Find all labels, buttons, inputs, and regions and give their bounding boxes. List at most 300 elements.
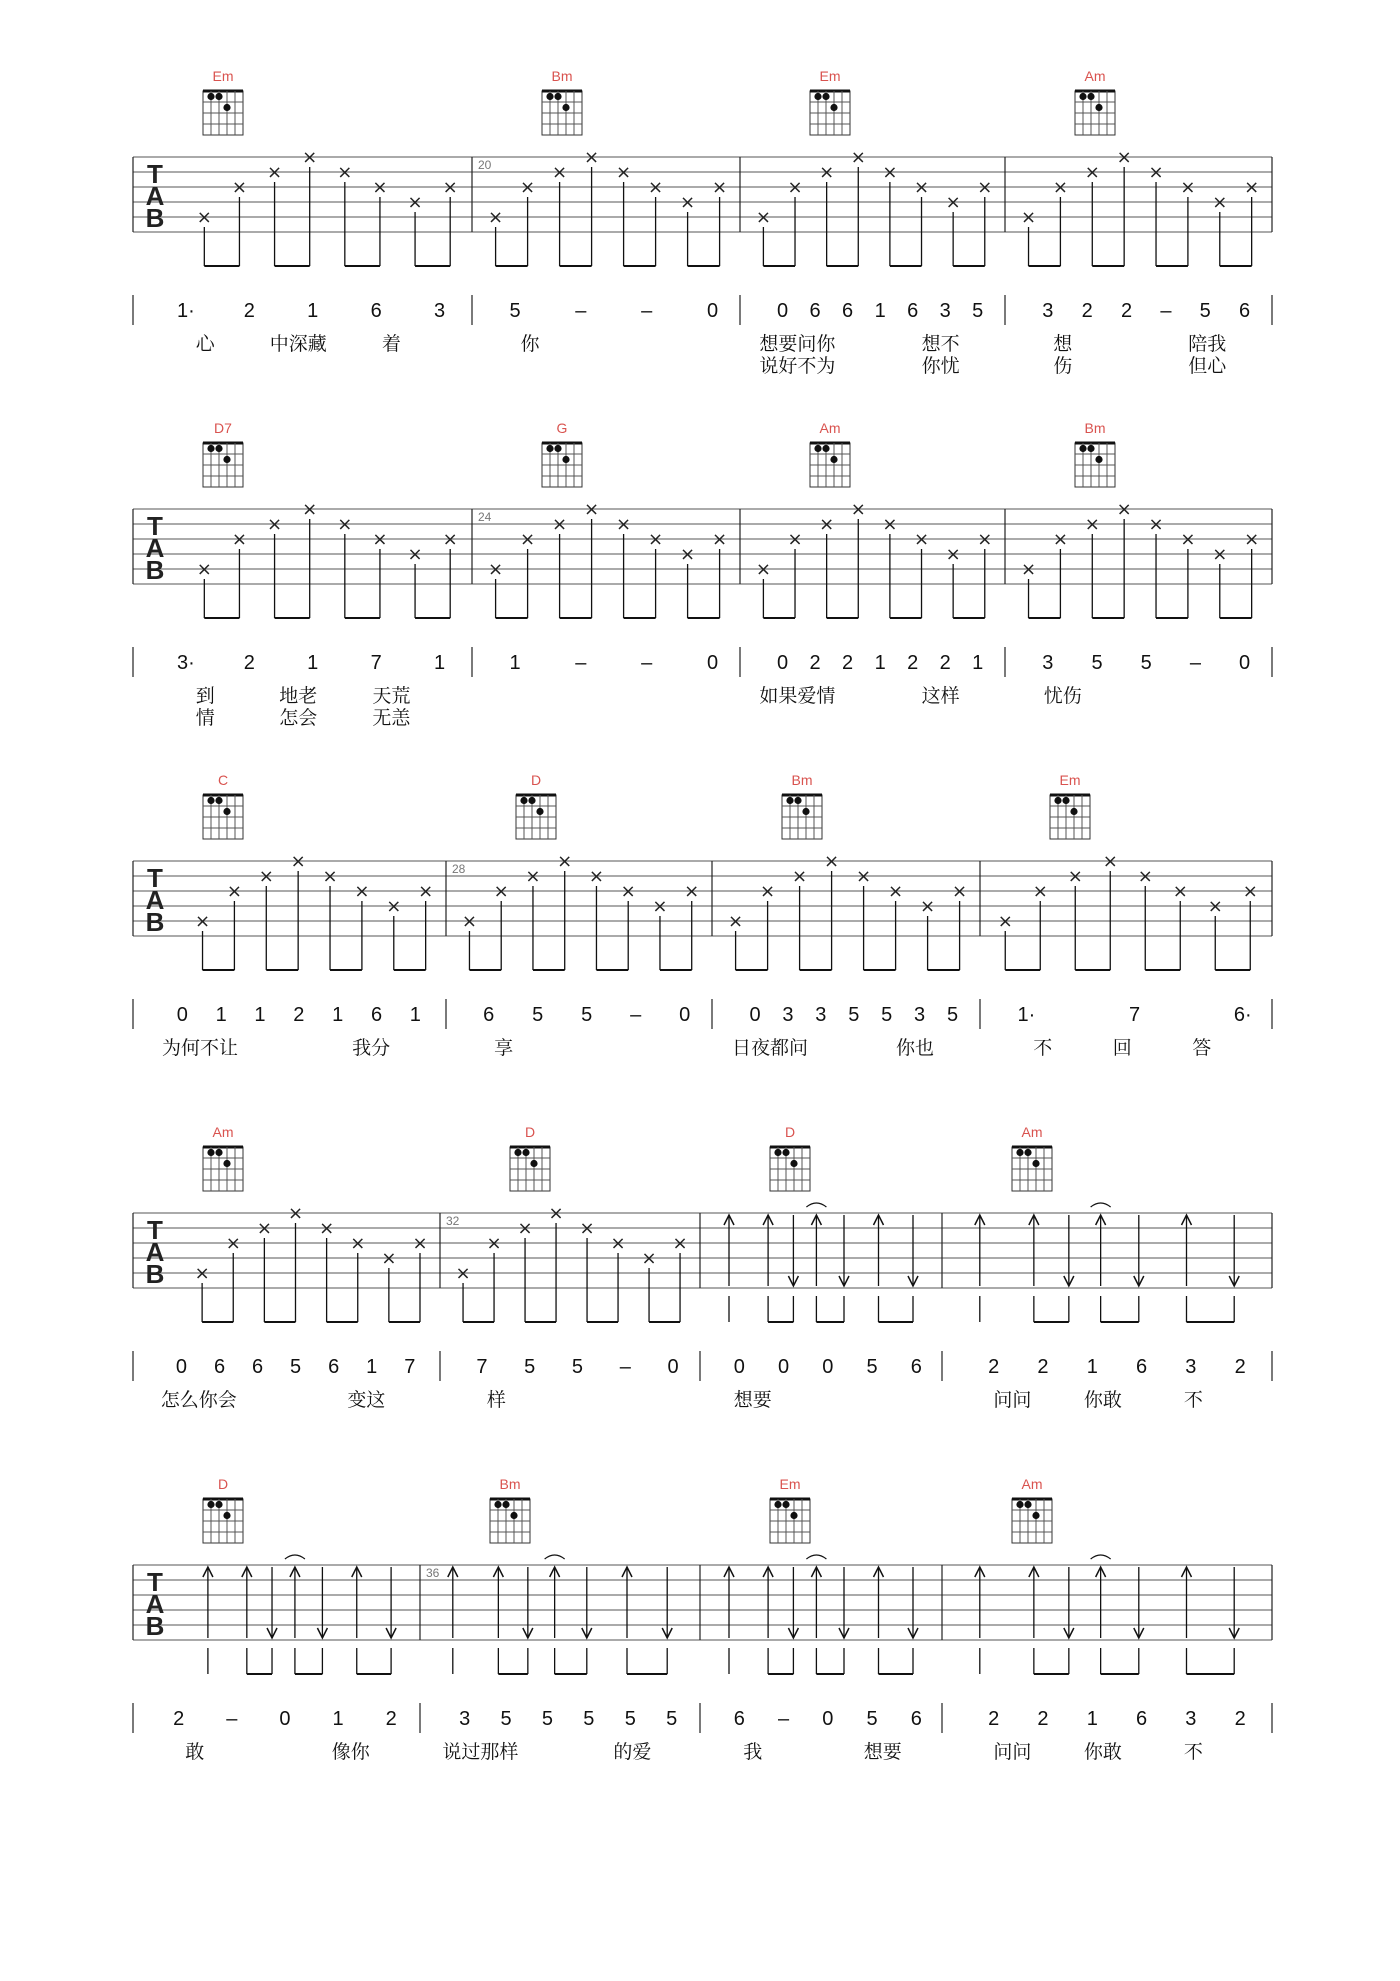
tab-note-x: × — [525, 866, 541, 887]
finger-dot — [207, 1149, 214, 1156]
jianpu-note: 2 — [293, 1004, 305, 1026]
tab-system — [133, 1124, 1272, 1411]
lyric-line-1: 答 — [1192, 1037, 1212, 1059]
finger-dot — [1024, 1149, 1031, 1156]
finger-dot — [1079, 445, 1086, 452]
jianpu-note: 1 — [366, 1356, 378, 1378]
jianpu-note: 0 — [733, 1356, 745, 1378]
tie-arc — [1091, 1555, 1111, 1559]
finger-dot — [554, 445, 561, 452]
lyric-line-1: 样 — [486, 1389, 506, 1411]
tab-note-x: × — [1242, 881, 1258, 902]
chord-name: Am — [212, 1124, 234, 1140]
jianpu-note: 3 — [782, 1004, 794, 1026]
jianpu-note: 5 — [1091, 652, 1103, 674]
finger-dot — [1016, 1501, 1023, 1508]
jianpu-note: 1 — [1086, 1708, 1098, 1730]
jianpu-note: 2 — [385, 1708, 397, 1730]
lyric-line-1: 如果爱情 — [759, 685, 836, 707]
tab-note-x: × — [267, 162, 283, 183]
chord-diagram — [203, 1124, 243, 1191]
tab-note-x: × — [407, 192, 423, 213]
jianpu-note: 0 — [822, 1708, 834, 1730]
tab-note-x: × — [920, 896, 936, 917]
jianpu-note: 1 — [254, 1004, 266, 1026]
finger-dot — [215, 1501, 222, 1508]
tab-note-x: × — [712, 529, 728, 550]
jianpu-note: 1 — [874, 300, 886, 322]
tie-arc — [545, 1555, 565, 1559]
jianpu-note: 7 — [1129, 1004, 1141, 1026]
jianpu-note: 2 — [1081, 300, 1093, 322]
jianpu-note: 0 — [679, 1004, 691, 1026]
tab-note-x: × — [486, 1233, 502, 1254]
tab-note-x: × — [372, 177, 388, 198]
finger-dot — [1087, 93, 1094, 100]
tab-note-x: × — [231, 529, 247, 550]
jianpu-note: 0 — [777, 652, 789, 674]
jianpu-note: 0 — [279, 1708, 291, 1730]
lyric-line-1: 中深藏 — [269, 333, 327, 355]
chord-name: Am — [1084, 68, 1106, 84]
jianpu-note: 5 — [583, 1708, 595, 1730]
tab-note-x: × — [1116, 147, 1132, 168]
chord-diagram — [542, 68, 582, 135]
tab-note-x: × — [888, 881, 904, 902]
tab-note-x: × — [728, 911, 744, 932]
chord-name: D7 — [214, 420, 232, 436]
finger-dot — [1032, 1512, 1039, 1519]
finger-dot — [546, 93, 553, 100]
jianpu-note: 3 — [1042, 652, 1054, 674]
finger-dot — [774, 1149, 781, 1156]
finger-dot — [520, 797, 527, 804]
lyric-line-1: 想不 — [921, 333, 960, 355]
tab-note-x: × — [584, 499, 600, 520]
tab-note-x: × — [1052, 177, 1068, 198]
jianpu-note: 0 — [778, 1356, 790, 1378]
finger-dot — [215, 93, 222, 100]
tab-note-x: × — [407, 544, 423, 565]
jianpu-note: 6 — [733, 1708, 745, 1730]
tab-note-x: × — [488, 207, 504, 228]
tab-note-x: × — [792, 866, 808, 887]
jianpu-note: 3 — [459, 1708, 471, 1730]
lyric-line-1: 想要 — [863, 1741, 902, 1763]
tab-note-x: × — [945, 544, 961, 565]
jianpu-note: 5 — [290, 1356, 302, 1378]
tab-note-x: × — [552, 514, 568, 535]
tab-note-x: × — [196, 559, 212, 580]
finger-dot — [1024, 1501, 1031, 1508]
tab-note-x: × — [196, 207, 212, 228]
tie-arc — [285, 1555, 305, 1559]
tab-note-x: × — [256, 1218, 272, 1239]
lyric-line-1: 敢 — [185, 1741, 205, 1763]
jianpu-note: 2 — [1234, 1356, 1246, 1378]
jianpu-note: 1 — [332, 1004, 344, 1026]
lyric-line-1: 日夜都问 — [731, 1037, 809, 1059]
chord-diagram — [516, 772, 556, 839]
jianpu-note: 2 — [809, 652, 821, 674]
jianpu-note: 6 — [842, 300, 854, 322]
jianpu-note: 5 — [1140, 652, 1152, 674]
lyric-line-1: 你也 — [895, 1037, 935, 1059]
tab-note-x: × — [620, 881, 636, 902]
finger-dot — [207, 93, 214, 100]
tab-note-x: × — [1180, 177, 1196, 198]
finger-dot — [562, 104, 569, 111]
chord-diagram — [1050, 772, 1090, 839]
jianpu-note: 5 — [848, 1004, 860, 1026]
tab-clef-letter: A — [145, 533, 165, 563]
chord-diagram — [203, 420, 243, 487]
finger-dot — [510, 1512, 517, 1519]
jianpu-note: 2 — [243, 300, 255, 322]
lyric-line-2: 伤 — [1053, 355, 1073, 377]
jianpu-note: 0 — [706, 652, 719, 674]
lyric-line-1: 为何不让 — [161, 1037, 239, 1059]
jianpu-note: 1 — [1086, 1356, 1098, 1378]
finger-dot — [1079, 93, 1086, 100]
jianpu-note: 5 — [524, 1356, 536, 1378]
lyric-line-1: 怎么你会 — [160, 1389, 237, 1411]
finger-dot — [830, 456, 837, 463]
tab-note-x: × — [1148, 514, 1164, 535]
lyric-line-2: 怎会 — [279, 707, 318, 729]
chord-name: D — [784, 1124, 796, 1140]
tab-clef-letter: T — [147, 863, 163, 893]
jianpu-note: 1 — [972, 652, 984, 674]
jianpu-note: 6 — [1136, 1356, 1148, 1378]
tab-note-x: × — [856, 866, 872, 887]
jianpu-note: 6 — [910, 1708, 922, 1730]
jianpu-note: 6 — [907, 300, 919, 322]
tab-note-x: × — [945, 192, 961, 213]
jianpu-note: 1 — [874, 652, 886, 674]
chord-name: Bm — [499, 1476, 521, 1492]
chord-diagram — [203, 772, 243, 839]
tab-note-x: × — [1148, 162, 1164, 183]
finger-dot — [215, 1149, 222, 1156]
jianpu-note: 3 — [433, 300, 446, 322]
lyric-line-1: 想要 — [733, 1389, 772, 1411]
chord-diagram — [203, 1476, 243, 1543]
jianpu-note: 5 — [571, 1356, 584, 1378]
tab-note-x: × — [913, 177, 930, 198]
tab-note-x: × — [548, 1203, 564, 1224]
finger-dot — [554, 93, 561, 100]
jianpu-note: – — [575, 652, 587, 674]
jianpu-note: 3 — [939, 300, 951, 322]
finger-dot — [794, 797, 801, 804]
tab-note-x: × — [287, 1203, 304, 1224]
lyric-line-1: 回 — [1112, 1037, 1132, 1059]
jianpu-note: 7 — [476, 1356, 488, 1378]
tab-note-x: × — [1180, 529, 1196, 550]
tab-note-x: × — [672, 1233, 688, 1254]
tab-note-x: × — [1137, 866, 1153, 887]
finger-dot — [494, 1501, 501, 1508]
tab-clef-letter: T — [147, 511, 163, 541]
chord-name: D — [530, 772, 542, 788]
lyric-line-1: 你 — [520, 333, 540, 355]
lyric-line-1: 陪我 — [1188, 333, 1227, 355]
jianpu-note: 0 — [822, 1356, 834, 1378]
chord-diagram — [1075, 68, 1115, 135]
tab-system — [133, 420, 1272, 729]
tab-note-x: × — [225, 1233, 241, 1254]
chord-name: Am — [1021, 1124, 1043, 1140]
jianpu-note: 2 — [988, 1708, 1000, 1730]
tie-arc — [1091, 1203, 1111, 1207]
finger-dot — [1095, 104, 1102, 111]
jianpu-note: 7 — [404, 1356, 416, 1378]
tab-note-x: × — [588, 866, 605, 887]
finger-dot — [790, 1160, 797, 1167]
bar-number: 20 — [478, 158, 492, 172]
tab-note-x: × — [1212, 192, 1228, 213]
tab-note-x: × — [557, 851, 573, 872]
jianpu-note: 0 — [176, 1004, 188, 1026]
tab-note-x: × — [194, 1263, 210, 1284]
lyric-line-1: 我 — [743, 1741, 763, 1763]
jianpu-note: 2 — [939, 652, 951, 674]
tab-note-x: × — [517, 1218, 533, 1239]
chord-diagram — [782, 772, 822, 839]
tab-note-x: × — [290, 851, 306, 872]
bar-number: 32 — [446, 1214, 460, 1228]
finger-dot — [514, 1149, 521, 1156]
chord-diagram — [810, 420, 850, 487]
lyric-line-2: 无恙 — [372, 707, 411, 729]
jianpu-note: 2 — [173, 1708, 185, 1730]
tab-clef-letter: B — [145, 907, 165, 937]
jianpu-note: 0 — [777, 300, 789, 322]
tab-clef-letter: T — [147, 1215, 163, 1245]
tab-note-x: × — [552, 162, 568, 183]
lyric-line-1: 到 — [195, 685, 215, 707]
jianpu-note: 0 — [1239, 652, 1251, 674]
tab-note-x: × — [952, 881, 968, 902]
tab-note-x: × — [461, 911, 478, 932]
tab-note-x: × — [354, 881, 370, 902]
tab-clef-letter: A — [145, 885, 165, 915]
jianpu-note: 6· — [1233, 1004, 1252, 1026]
tab-note-x: × — [488, 559, 504, 580]
jianpu-note: 5 — [509, 300, 521, 322]
tab-note-x: × — [442, 177, 458, 198]
finger-dot — [223, 456, 230, 463]
finger-dot — [782, 1501, 789, 1508]
tab-note-x: × — [977, 177, 993, 198]
tab-system — [133, 68, 1272, 377]
tab-clef-letter: T — [147, 1567, 163, 1597]
chord-diagram — [770, 1124, 810, 1191]
tab-clef-letter: B — [145, 555, 165, 585]
jianpu-note: 5 — [666, 1708, 678, 1730]
jianpu-note: 6 — [370, 1004, 383, 1026]
lyric-line-1: 你敢 — [1083, 1741, 1122, 1763]
jianpu-note: 2 — [842, 652, 854, 674]
jianpu-note: 6 — [910, 1356, 922, 1378]
jianpu-note: 6 — [1239, 300, 1251, 322]
tab-note-x: × — [1244, 529, 1260, 550]
jianpu-note: 3 — [1185, 1708, 1197, 1730]
lyric-line-1: 变这 — [347, 1389, 386, 1411]
chord-diagram — [510, 1124, 550, 1191]
tab-note-x: × — [610, 1233, 626, 1254]
lyric-line-1: 的爱 — [613, 1741, 652, 1763]
lyric-line-1: 想要问你 — [759, 333, 836, 355]
lyric-line-1: 忧伤 — [1043, 685, 1082, 707]
jianpu-note: 2 — [1234, 1708, 1246, 1730]
jianpu-note: – — [641, 300, 653, 322]
finger-dot — [536, 808, 543, 815]
tab-note-x: × — [350, 1233, 366, 1254]
lyric-line-1: 不 — [1183, 1741, 1203, 1763]
finger-dot — [830, 104, 837, 111]
tab-note-x: × — [997, 911, 1013, 932]
jianpu-note: 5 — [624, 1708, 636, 1730]
tab-note-x: × — [787, 177, 803, 198]
chord-name: Bm — [551, 68, 573, 84]
tab-clef-letter: A — [145, 1589, 165, 1619]
tab-note-x: × — [1102, 851, 1118, 872]
chord-name: Am — [1021, 1476, 1043, 1492]
chord-diagram — [542, 420, 582, 487]
lyric-line-1: 享 — [494, 1037, 514, 1059]
finger-dot — [207, 1501, 214, 1508]
jianpu-note: 2 — [243, 652, 255, 674]
tab-note-x: × — [579, 1218, 595, 1239]
lyric-line-1: 像你 — [331, 1741, 370, 1763]
tab-note-x: × — [616, 514, 632, 535]
finger-dot — [215, 445, 222, 452]
tab-note-x: × — [1032, 881, 1048, 902]
jianpu-note: 1 — [433, 652, 446, 674]
jianpu-note: 5 — [541, 1708, 554, 1730]
tab-clef-letter: T — [147, 159, 163, 189]
tab-note-x: × — [680, 544, 696, 565]
tab-note-x: × — [372, 529, 388, 550]
finger-dot — [814, 445, 821, 452]
tab-note-x: × — [412, 1233, 428, 1254]
jianpu-note: 1 — [409, 1004, 421, 1026]
jianpu-note: 2 — [1037, 1708, 1049, 1730]
jianpu-note: 6 — [1136, 1708, 1148, 1730]
finger-dot — [223, 1160, 230, 1167]
finger-dot — [1016, 1149, 1023, 1156]
tab-clef-letter: B — [145, 203, 165, 233]
jianpu-note: 1· — [1017, 1004, 1036, 1026]
jianpu-note: 6 — [483, 1004, 495, 1026]
tab-note-x: × — [977, 529, 993, 550]
finger-dot — [223, 808, 230, 815]
finger-dot — [802, 808, 809, 815]
finger-dot — [1032, 1160, 1039, 1167]
chord-diagram — [490, 1476, 530, 1543]
finger-dot — [774, 1501, 781, 1508]
chord-diagram — [1012, 1476, 1052, 1543]
lyric-line-1: 着 — [381, 333, 401, 355]
tie-arc — [806, 1203, 826, 1207]
chord-diagram — [810, 68, 850, 135]
tab-note-x: × — [787, 529, 803, 550]
tab-note-x: × — [302, 499, 318, 520]
tab-note-x: × — [1244, 177, 1260, 198]
finger-dot — [502, 1501, 509, 1508]
jianpu-note: 5 — [946, 1004, 959, 1026]
tab-note-x: × — [680, 192, 696, 213]
tab-note-x: × — [755, 559, 771, 580]
lyric-line-1: 心 — [195, 333, 215, 355]
jianpu-note: 0 — [749, 1004, 761, 1026]
jianpu-note: 6 — [213, 1356, 226, 1378]
jianpu-note: 3· — [177, 652, 195, 674]
tab-clef-letter: B — [145, 1259, 165, 1289]
tab-note-x: × — [1020, 559, 1037, 580]
jianpu-note: 6 — [809, 300, 821, 322]
tab-note-x: × — [381, 1248, 397, 1269]
jianpu-note: 0 — [175, 1356, 188, 1378]
finger-dot — [786, 797, 793, 804]
tab-note-x: × — [418, 881, 434, 902]
jianpu-note: – — [226, 1708, 238, 1730]
tab-clef-letter: A — [145, 1237, 165, 1267]
jianpu-note: 2 — [907, 652, 919, 674]
finger-dot — [822, 93, 829, 100]
finger-dot — [814, 93, 821, 100]
finger-dot — [562, 456, 569, 463]
jianpu-note: 0 — [667, 1356, 679, 1378]
tab-note-x: × — [652, 896, 668, 917]
chord-name: G — [556, 420, 568, 436]
tab-clef-letter: B — [145, 1611, 165, 1641]
tab-system — [133, 772, 1272, 1059]
tie-arc — [806, 1555, 826, 1559]
tab-note-x: × — [1052, 529, 1068, 550]
lyric-line-1: 我分 — [352, 1037, 391, 1059]
bar-number: 36 — [426, 1566, 440, 1580]
tab-note-x: × — [520, 529, 536, 550]
tab-note-x: × — [760, 881, 776, 902]
lyric-line-1: 这样 — [921, 685, 960, 707]
finger-dot — [1062, 797, 1069, 804]
jianpu-note: 3 — [1185, 1356, 1197, 1378]
jianpu-note: 3 — [815, 1004, 827, 1026]
tab-note-x: × — [1207, 896, 1223, 917]
tab-note-x: × — [819, 514, 835, 535]
jianpu-note: 6 — [252, 1356, 264, 1378]
bar-number: 28 — [452, 862, 466, 876]
jianpu-note: – — [619, 1356, 631, 1378]
tab-note-x: × — [258, 866, 274, 887]
chord-diagram — [1075, 420, 1115, 487]
tab-note-x: × — [1084, 514, 1100, 535]
jianpu-note: – — [641, 652, 653, 674]
chord-name: Am — [819, 420, 841, 436]
finger-dot — [1054, 797, 1061, 804]
tab-note-x: × — [1172, 881, 1188, 902]
tab-note-x: × — [231, 177, 247, 198]
jianpu-note: – — [1189, 652, 1201, 674]
tab-note-x: × — [641, 1248, 657, 1269]
tab-note-x: × — [442, 529, 458, 550]
jianpu-note: 2 — [1120, 300, 1133, 322]
jianpu-note: 5 — [866, 1356, 878, 1378]
jianpu-note: 5 — [581, 1004, 593, 1026]
